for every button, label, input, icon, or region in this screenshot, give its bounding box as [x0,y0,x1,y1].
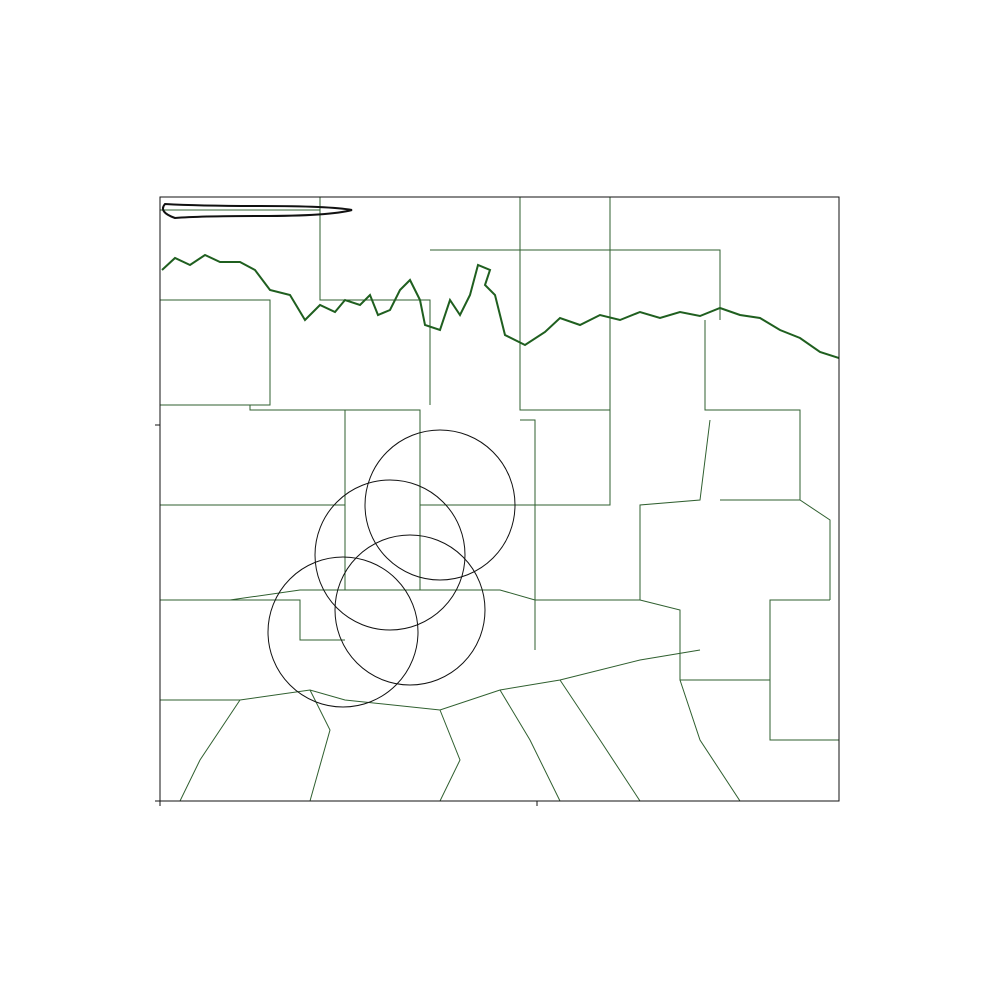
radar-range-ring [268,557,418,707]
radar-range-ring [315,480,465,630]
height-contours [163,204,515,707]
x-axis-ticks [160,801,537,806]
y-axis-ticks [155,425,160,801]
state-border [162,255,839,358]
radar-range-ring [335,535,485,685]
height-contour-loop [163,204,352,218]
plot-frame [160,197,839,801]
county-borders [160,197,839,801]
